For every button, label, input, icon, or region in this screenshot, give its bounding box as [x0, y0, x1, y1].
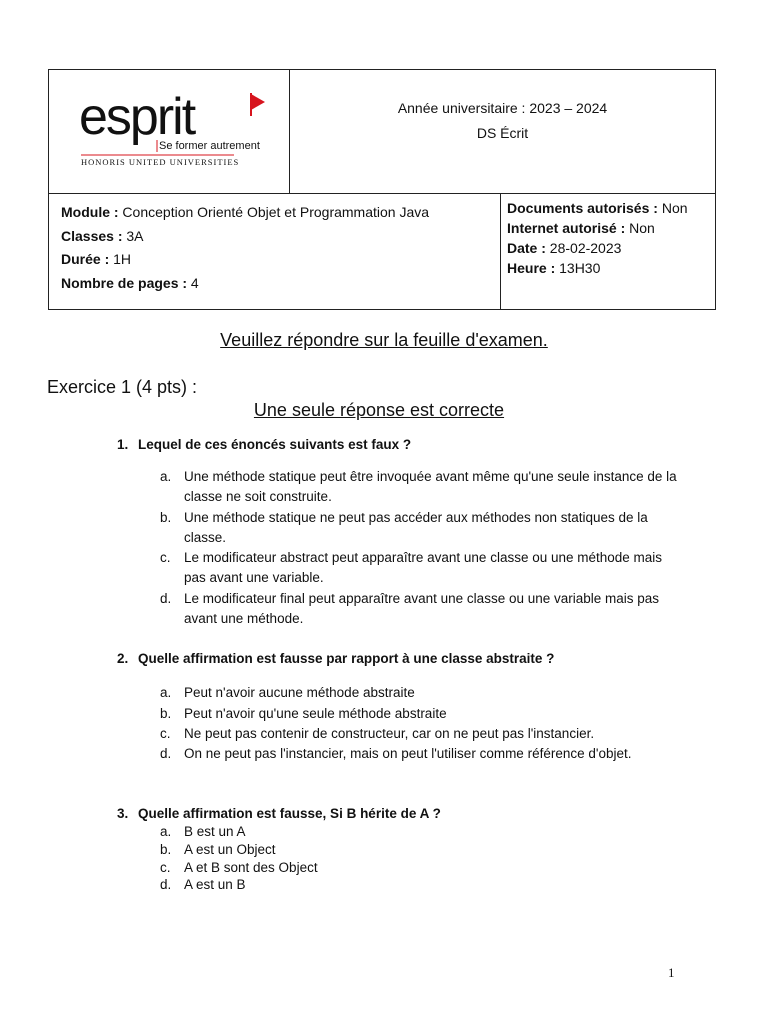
date-label: Date : — [507, 240, 546, 256]
esprit-logo — [79, 88, 289, 168]
question-1 — [117, 437, 411, 452]
question-2 — [117, 651, 554, 666]
option-text: On ne peut pas l'instancier, mais on peut l'utiliser comme référence d'objet. — [184, 746, 632, 761]
classes-line — [61, 228, 144, 244]
time-line — [507, 260, 600, 276]
option-letter: d. — [160, 591, 172, 606]
duration-label: Durée : — [61, 251, 110, 267]
option-text: Peut n'avoir qu'une seule méthode abstraite — [184, 706, 447, 721]
classes-value: 3A — [122, 228, 144, 244]
academic-year: Année universitaire : 2023 – 2024 — [397, 100, 608, 116]
exercise-title: Exercice 1 (4 pts) : — [47, 377, 198, 397]
option-letter: b. — [160, 842, 172, 857]
exam-rules — [501, 193, 715, 310]
option-text: Ne peut pas contenir de constructeur, car on ne peut pas l'instancier. — [184, 726, 595, 741]
option-letter: a. — [160, 824, 172, 839]
classes-label: Classes : — [61, 228, 123, 244]
option-text: A et B sont des Object — [184, 860, 318, 875]
page-number: 1 — [668, 965, 675, 980]
option-letter: c. — [160, 860, 171, 875]
question-number: 2. — [117, 651, 129, 666]
exercise-subtitle: Une seule réponse est correcte — [253, 400, 505, 420]
course-info — [49, 193, 501, 310]
header-info-row — [49, 193, 715, 310]
logo-tagline: Se former autrement — [159, 140, 260, 152]
question-number: 1. — [117, 437, 129, 452]
option-letter: c. — [160, 550, 171, 565]
option-text: B est un A — [184, 824, 246, 839]
question-number: 3. — [117, 806, 129, 821]
option-letter: b. — [160, 706, 172, 721]
documents-line — [507, 200, 688, 216]
question-3 — [117, 806, 441, 821]
documents-value: Non — [657, 200, 688, 216]
year-cell — [290, 70, 715, 193]
question-text: Quelle affirmation est fausse, Si B hérite de A ? — [138, 806, 441, 821]
date-line — [507, 240, 621, 256]
exam-type: DS Écrit — [476, 125, 529, 141]
option-text: Une méthode statique peut être invoquée avant même qu'une seule instance de la classe ne soit construite. — [184, 469, 677, 504]
duration-line — [61, 251, 131, 267]
time-value: 13H30 — [555, 260, 601, 276]
duration-value: 1H — [109, 251, 132, 267]
option-text: A est un Object — [184, 842, 276, 857]
pages-value: 4 — [187, 275, 199, 291]
module-value: Conception Orienté Objet et Programmation Java — [118, 204, 430, 220]
exam-header-table — [48, 69, 716, 310]
internet-value: Non — [625, 220, 655, 236]
instruction-title: Veuillez répondre sur la feuille d'examen. — [220, 330, 548, 350]
option-text: A est un B — [184, 877, 246, 892]
logo-brand: esprit — [79, 88, 195, 146]
module-label: Module : — [61, 204, 119, 220]
pages-line — [61, 275, 199, 291]
documents-label: Documents autorisés : — [507, 200, 658, 216]
option-text: Peut n'avoir aucune méthode abstraite — [184, 685, 415, 700]
logo-flag-icon — [251, 94, 265, 110]
date-value: 28-02-2023 — [545, 240, 622, 256]
internet-label: Internet autorisé : — [507, 220, 626, 236]
question-text: Lequel de ces énoncés suivants est faux ? — [138, 437, 412, 452]
internet-line — [507, 220, 655, 236]
option-text: Le modificateur abstract peut apparaître avant une classe ou une méthode mais pas avant une variable. — [184, 550, 663, 585]
option-letter: d. — [160, 746, 172, 761]
option-letter: a. — [160, 685, 172, 700]
pages-label: Nombre de pages : — [61, 275, 188, 291]
option-letter: a. — [160, 469, 172, 484]
time-label: Heure : — [507, 260, 556, 276]
option-text: Le modificateur final peut apparaître avant une classe ou une variable mais pas avant une méthode. — [184, 591, 660, 626]
option-letter: d. — [160, 877, 172, 892]
option-letter: c. — [160, 726, 171, 741]
module-line — [61, 204, 429, 220]
logo-cell — [49, 70, 290, 193]
option-text: Une méthode statique ne peut pas accéder aux méthodes non statiques de la classe. — [184, 510, 648, 545]
logo-network: HONORIS UNITED UNIVERSITIES — [81, 157, 240, 167]
option-letter: b. — [160, 510, 172, 525]
header-top-row — [49, 70, 715, 194]
question-text: Quelle affirmation est fausse par rapport à une classe abstraite ? — [138, 651, 555, 666]
